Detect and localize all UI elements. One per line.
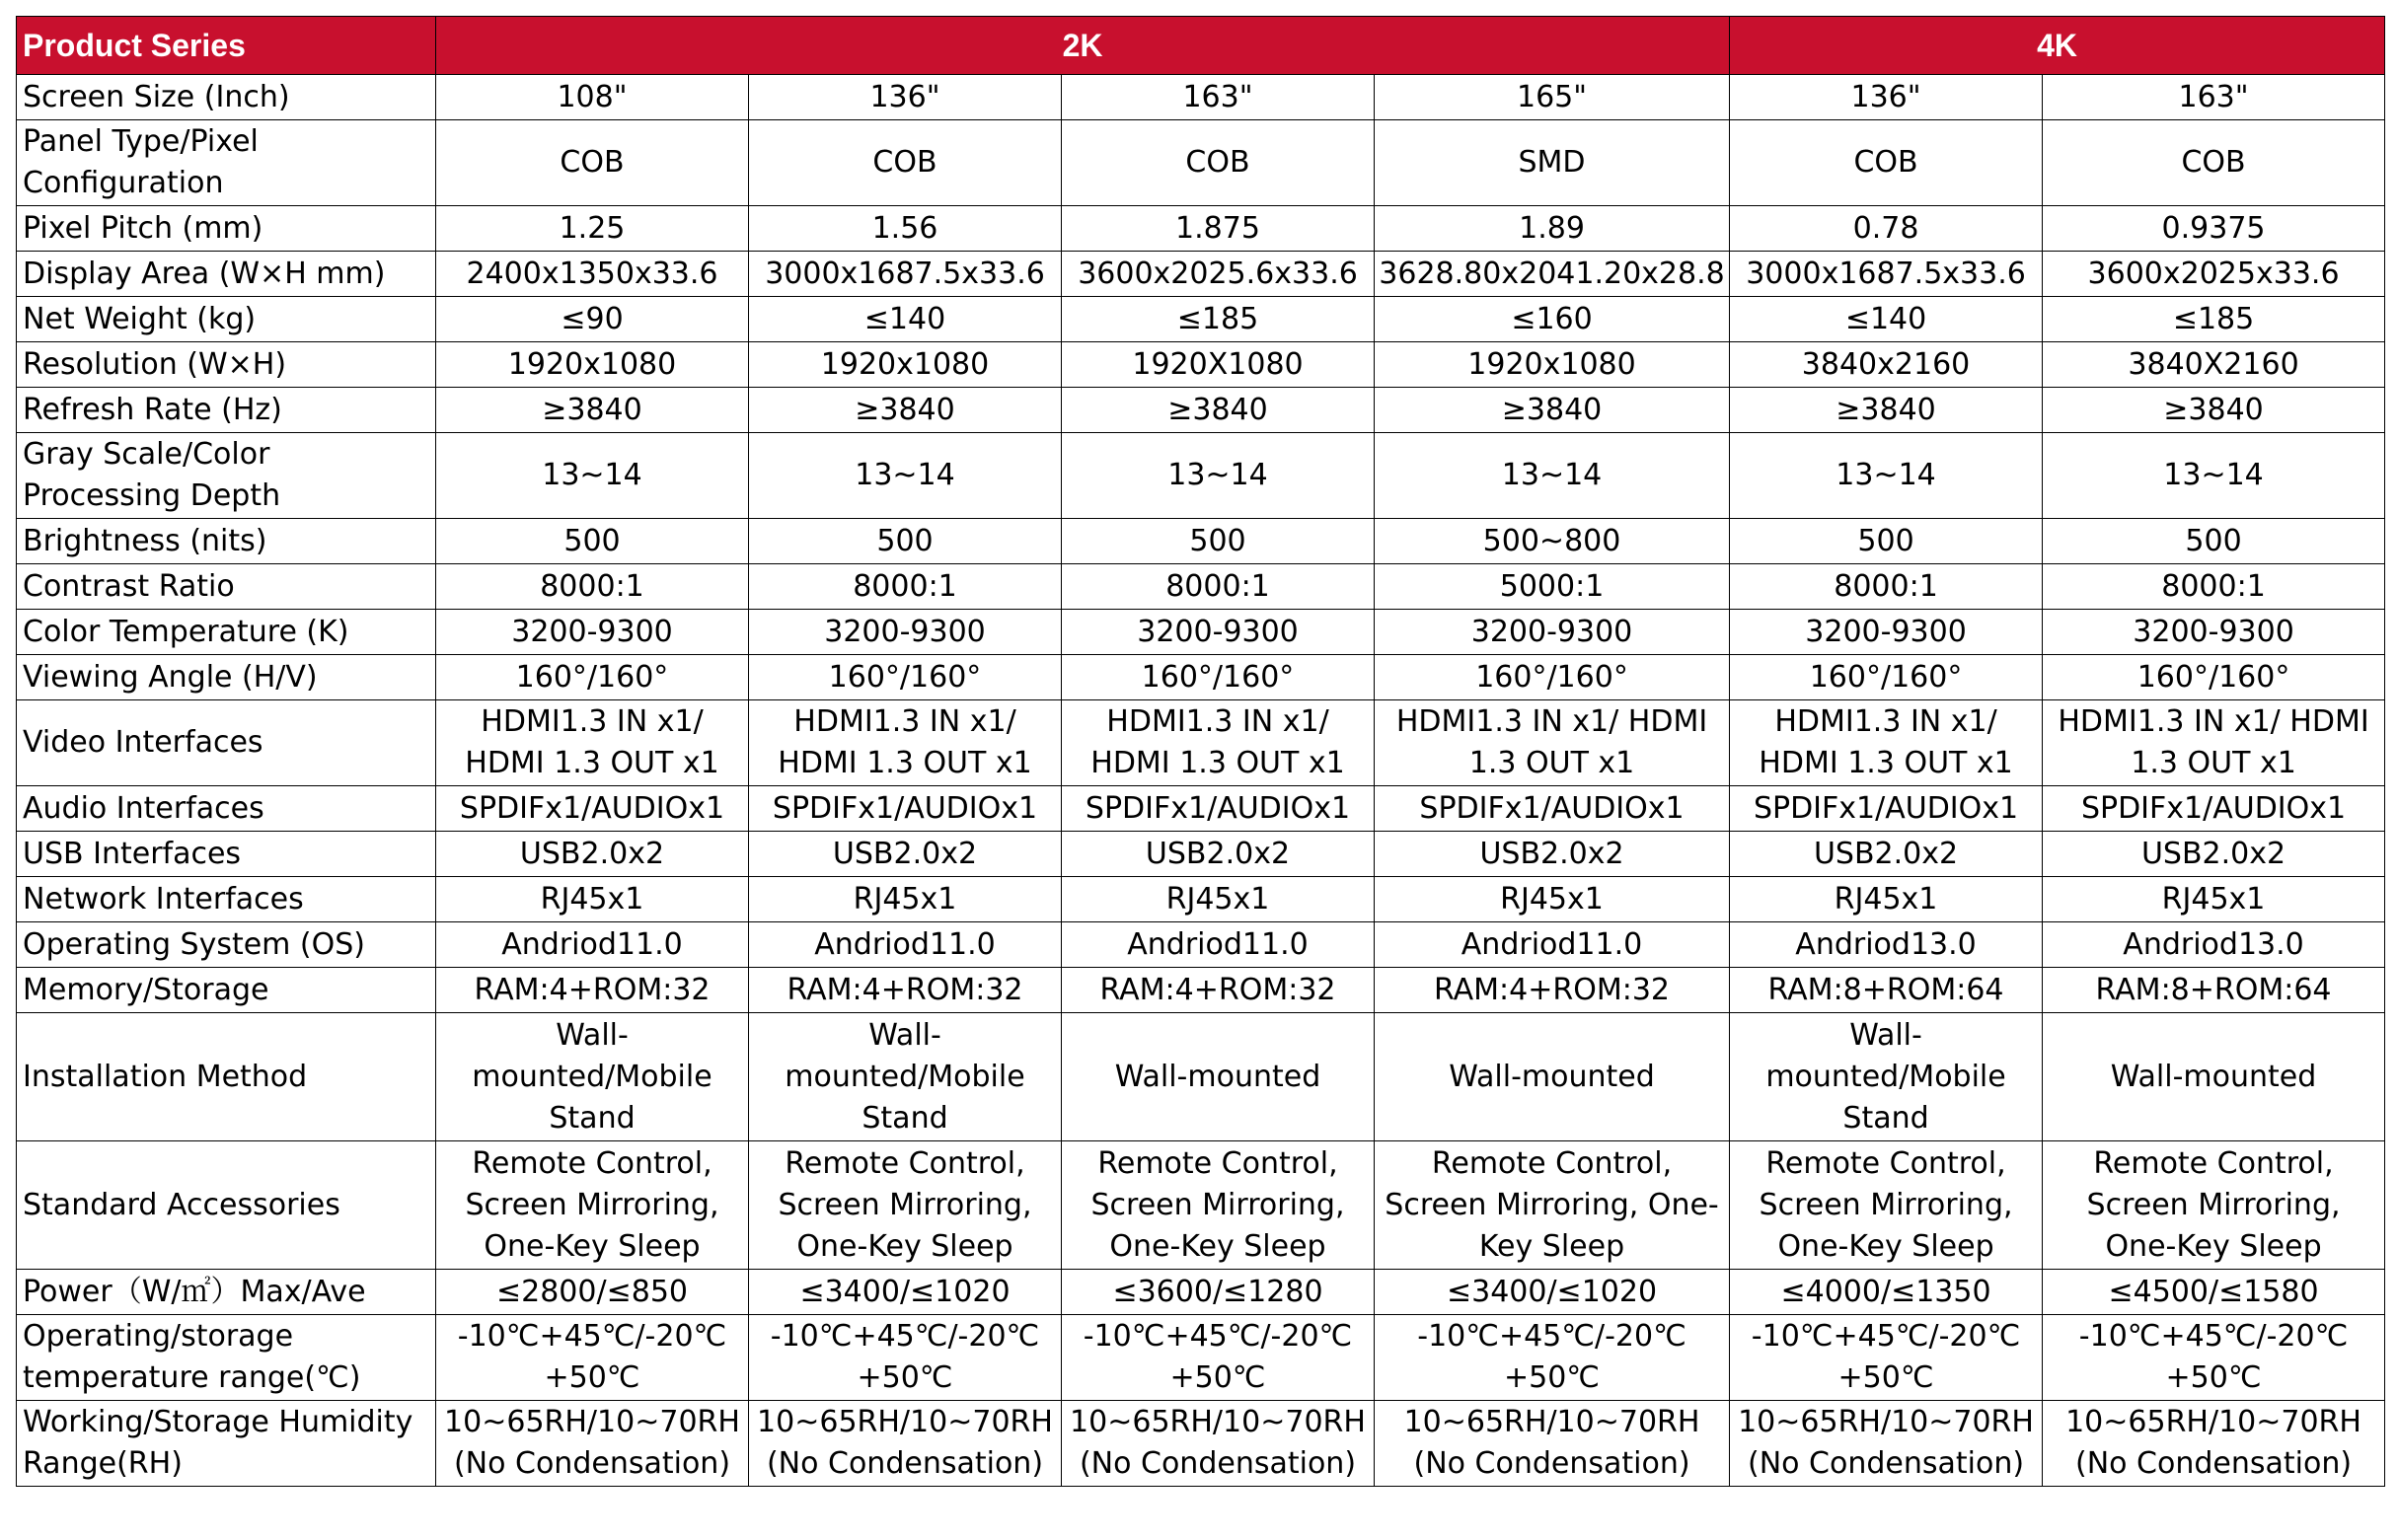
spec-cell: USB2.0x2 bbox=[1062, 832, 1375, 877]
spec-cell: ≤3600/≤1280 bbox=[1062, 1270, 1375, 1315]
table-row bbox=[17, 877, 2385, 922]
spec-cell: SPDIFx1/AUDIOx1 bbox=[436, 786, 749, 832]
spec-cell: 10~65RH/10~70RH (No Condensation) bbox=[2043, 1401, 2385, 1487]
table-row bbox=[17, 433, 2385, 519]
spec-cell: RJ45x1 bbox=[1375, 877, 1730, 922]
spec-cell: RJ45x1 bbox=[436, 877, 749, 922]
spec-cell: 1920x1080 bbox=[749, 342, 1062, 388]
row-label: Net Weight (kg) bbox=[17, 297, 436, 342]
header-row bbox=[17, 17, 2385, 75]
spec-cell: -10℃+45℃/-20℃ +50℃ bbox=[1730, 1315, 2043, 1401]
spec-cell: -10℃+45℃/-20℃ +50℃ bbox=[749, 1315, 1062, 1401]
spec-cell: COB bbox=[436, 120, 749, 206]
spec-cell: Wall-mounted/Mobile Stand bbox=[436, 1013, 749, 1141]
spec-cell: 500 bbox=[436, 519, 749, 564]
table-row bbox=[17, 700, 2385, 786]
spec-cell: 136" bbox=[749, 75, 1062, 120]
spec-cell: ≥3840 bbox=[1062, 388, 1375, 433]
spec-cell: 13~14 bbox=[436, 433, 749, 519]
spec-sheet bbox=[16, 16, 2384, 1487]
spec-cell: 13~14 bbox=[749, 433, 1062, 519]
spec-cell: SPDIFx1/AUDIOx1 bbox=[749, 786, 1062, 832]
spec-cell: HDMI1.3 IN x1/ HDMI 1.3 OUT x1 bbox=[749, 700, 1062, 786]
table-row bbox=[17, 968, 2385, 1013]
spec-cell: RJ45x1 bbox=[2043, 877, 2385, 922]
spec-cell: RAM:8+ROM:64 bbox=[1730, 968, 2043, 1013]
spec-cell: 500 bbox=[1730, 519, 2043, 564]
table-row bbox=[17, 786, 2385, 832]
table-row bbox=[17, 75, 2385, 120]
header-label: Product Series bbox=[17, 17, 436, 75]
spec-cell: SPDIFx1/AUDIOx1 bbox=[2043, 786, 2385, 832]
table-row bbox=[17, 922, 2385, 968]
row-label: Operating/storage temperature range(℃) bbox=[17, 1315, 436, 1401]
spec-body bbox=[17, 75, 2385, 1487]
spec-cell: COB bbox=[749, 120, 1062, 206]
spec-cell: RAM:4+ROM:32 bbox=[1375, 968, 1730, 1013]
spec-cell: HDMI1.3 IN x1/ HDMI 1.3 OUT x1 bbox=[2043, 700, 2385, 786]
spec-cell: 500 bbox=[1062, 519, 1375, 564]
spec-cell: 3840X2160 bbox=[2043, 342, 2385, 388]
spec-cell: 160°/160° bbox=[436, 655, 749, 700]
row-label: Gray Scale/Color Processing Depth bbox=[17, 433, 436, 519]
spec-cell: -10℃+45℃/-20℃+50℃ bbox=[1375, 1315, 1730, 1401]
row-label: Working/Storage Humidity Range(RH) bbox=[17, 1401, 436, 1487]
row-label: USB Interfaces bbox=[17, 832, 436, 877]
row-label: Viewing Angle (H/V) bbox=[17, 655, 436, 700]
spec-cell: -10℃+45℃/-20℃ +50℃ bbox=[2043, 1315, 2385, 1401]
spec-cell: USB2.0x2 bbox=[1375, 832, 1730, 877]
row-label: Power（W/㎡）Max/Ave bbox=[17, 1270, 436, 1315]
spec-cell: 163" bbox=[2043, 75, 2385, 120]
spec-cell: RAM:4+ROM:32 bbox=[749, 968, 1062, 1013]
spec-cell: USB2.0x2 bbox=[749, 832, 1062, 877]
spec-cell: 160°/160° bbox=[1730, 655, 2043, 700]
row-label: Panel Type/Pixel Configuration bbox=[17, 120, 436, 206]
spec-cell: -10℃+45℃/-20℃ +50℃ bbox=[436, 1315, 749, 1401]
spec-cell: Andriod13.0 bbox=[1730, 922, 2043, 968]
spec-cell: 8000:1 bbox=[436, 564, 749, 610]
spec-cell: HDMI1.3 IN x1/ HDMI 1.3 OUT x1 bbox=[1730, 700, 2043, 786]
header-group-4k: 4K bbox=[1730, 17, 2385, 75]
row-label: Refresh Rate (Hz) bbox=[17, 388, 436, 433]
spec-cell: 1.89 bbox=[1375, 206, 1730, 252]
table-row bbox=[17, 519, 2385, 564]
spec-cell: 1920x1080 bbox=[1375, 342, 1730, 388]
spec-cell: 3000x1687.5x33.6 bbox=[749, 252, 1062, 297]
table-row bbox=[17, 1013, 2385, 1141]
spec-cell: Andriod11.0 bbox=[436, 922, 749, 968]
spec-cell: Wall-mounted/Mobile Stand bbox=[749, 1013, 1062, 1141]
spec-cell: -10℃+45℃/-20℃ +50℃ bbox=[1062, 1315, 1375, 1401]
spec-cell: Wall-mounted bbox=[2043, 1013, 2385, 1141]
spec-cell: ≥3840 bbox=[1375, 388, 1730, 433]
row-label: Standard Accessories bbox=[17, 1141, 436, 1270]
table-row bbox=[17, 1270, 2385, 1315]
table-row bbox=[17, 120, 2385, 206]
spec-cell: 160°/160° bbox=[749, 655, 1062, 700]
spec-cell: 3200-9300 bbox=[2043, 610, 2385, 655]
spec-cell: ≤90 bbox=[436, 297, 749, 342]
spec-cell: SPDIFx1/AUDIOx1 bbox=[1375, 786, 1730, 832]
spec-cell: 5000:1 bbox=[1375, 564, 1730, 610]
row-label: Display Area (W×H mm) bbox=[17, 252, 436, 297]
spec-cell: HDMI1.3 IN x1/ HDMI 1.3 OUT x1 bbox=[1062, 700, 1375, 786]
spec-cell: ≤140 bbox=[749, 297, 1062, 342]
spec-cell: ≥3840 bbox=[749, 388, 1062, 433]
spec-cell: HDMI1.3 IN x1/ HDMI 1.3 OUT x1 bbox=[436, 700, 749, 786]
spec-cell: 160°/160° bbox=[1375, 655, 1730, 700]
spec-cell: 1920X1080 bbox=[1062, 342, 1375, 388]
spec-cell: 165" bbox=[1375, 75, 1730, 120]
spec-cell: COB bbox=[2043, 120, 2385, 206]
spec-cell: ≤4000/≤1350 bbox=[1730, 1270, 2043, 1315]
spec-cell: COB bbox=[1730, 120, 2043, 206]
spec-cell: Remote Control, Screen Mirroring, One-Key Sleep bbox=[436, 1141, 749, 1270]
spec-cell: ≤140 bbox=[1730, 297, 2043, 342]
spec-cell: 10~65RH/10~70RH (No Condensation) bbox=[436, 1401, 749, 1487]
spec-cell: 500 bbox=[2043, 519, 2385, 564]
spec-cell: 13~14 bbox=[1730, 433, 2043, 519]
spec-cell: Wall-mounted bbox=[1062, 1013, 1375, 1141]
spec-cell: RAM:4+ROM:32 bbox=[436, 968, 749, 1013]
spec-cell: USB2.0x2 bbox=[2043, 832, 2385, 877]
spec-cell: 3200-9300 bbox=[1062, 610, 1375, 655]
spec-cell: ≤3400/≤1020 bbox=[749, 1270, 1062, 1315]
spec-cell: Wall-mounted bbox=[1375, 1013, 1730, 1141]
table-row bbox=[17, 1315, 2385, 1401]
row-label: Installation Method bbox=[17, 1013, 436, 1141]
spec-cell: 160°/160° bbox=[1062, 655, 1375, 700]
row-label: Pixel Pitch (mm) bbox=[17, 206, 436, 252]
spec-cell: 3628.80x2041.20x28.8 bbox=[1375, 252, 1730, 297]
spec-cell: 10~65RH/10~70RH (No Condensation) bbox=[1062, 1401, 1375, 1487]
spec-cell: ≤185 bbox=[1062, 297, 1375, 342]
table-row bbox=[17, 655, 2385, 700]
spec-cell: RAM:4+ROM:32 bbox=[1062, 968, 1375, 1013]
table-row bbox=[17, 252, 2385, 297]
spec-cell: SPDIFx1/AUDIOx1 bbox=[1062, 786, 1375, 832]
spec-cell: 8000:1 bbox=[1730, 564, 2043, 610]
spec-cell: RJ45x1 bbox=[1730, 877, 2043, 922]
spec-cell: ≥3840 bbox=[436, 388, 749, 433]
row-label: Contrast Ratio bbox=[17, 564, 436, 610]
spec-cell: RAM:8+ROM:64 bbox=[2043, 968, 2385, 1013]
spec-table bbox=[16, 16, 2385, 1487]
spec-cell: ≤2800/≤850 bbox=[436, 1270, 749, 1315]
row-label: Operating System (OS) bbox=[17, 922, 436, 968]
spec-cell: COB bbox=[1062, 120, 1375, 206]
row-label: Brightness (nits) bbox=[17, 519, 436, 564]
spec-cell: USB2.0x2 bbox=[1730, 832, 2043, 877]
spec-cell: 10~65RH/10~70RH (No Condensation) bbox=[1375, 1401, 1730, 1487]
spec-cell: 13~14 bbox=[1062, 433, 1375, 519]
spec-cell: 13~14 bbox=[1375, 433, 1730, 519]
spec-cell: 0.9375 bbox=[2043, 206, 2385, 252]
row-label: Audio Interfaces bbox=[17, 786, 436, 832]
spec-cell: 13~14 bbox=[2043, 433, 2385, 519]
spec-cell: RJ45x1 bbox=[749, 877, 1062, 922]
table-row bbox=[17, 1401, 2385, 1487]
spec-cell: SPDIFx1/AUDIOx1 bbox=[1730, 786, 2043, 832]
spec-cell: Andriod13.0 bbox=[2043, 922, 2385, 968]
spec-cell: USB2.0x2 bbox=[436, 832, 749, 877]
spec-cell: 3200-9300 bbox=[1375, 610, 1730, 655]
spec-cell: 108" bbox=[436, 75, 749, 120]
row-label: Network Interfaces bbox=[17, 877, 436, 922]
spec-cell: 1.875 bbox=[1062, 206, 1375, 252]
spec-cell: 3000x1687.5x33.6 bbox=[1730, 252, 2043, 297]
spec-cell: 10~65RH/10~70RH (No Condensation) bbox=[749, 1401, 1062, 1487]
spec-cell: ≥3840 bbox=[1730, 388, 2043, 433]
spec-cell: SMD bbox=[1375, 120, 1730, 206]
row-label: Resolution (W×H) bbox=[17, 342, 436, 388]
spec-cell: Remote Control, Screen Mirroring, One-Key Sleep bbox=[1375, 1141, 1730, 1270]
spec-cell: 1.25 bbox=[436, 206, 749, 252]
spec-cell: 3600x2025.6x33.6 bbox=[1062, 252, 1375, 297]
spec-cell: Remote Control, Screen Mirroring, One-Key Sleep bbox=[1062, 1141, 1375, 1270]
spec-cell: Andriod11.0 bbox=[749, 922, 1062, 968]
spec-cell: Remote Control, Screen Mirroring, One-Key Sleep bbox=[1730, 1141, 2043, 1270]
spec-cell: 3840x2160 bbox=[1730, 342, 2043, 388]
spec-cell: ≤160 bbox=[1375, 297, 1730, 342]
row-label: Memory/Storage bbox=[17, 968, 436, 1013]
row-label: Screen Size (Inch) bbox=[17, 75, 436, 120]
table-row bbox=[17, 564, 2385, 610]
spec-cell: 3200-9300 bbox=[1730, 610, 2043, 655]
table-row bbox=[17, 1141, 2385, 1270]
spec-cell: 8000:1 bbox=[2043, 564, 2385, 610]
spec-cell: 500 bbox=[749, 519, 1062, 564]
spec-cell: 3200-9300 bbox=[436, 610, 749, 655]
spec-cell: 10~65RH/10~70RH (No Condensation) bbox=[1730, 1401, 2043, 1487]
spec-cell: Andriod11.0 bbox=[1062, 922, 1375, 968]
table-row bbox=[17, 342, 2385, 388]
header-group-2k: 2K bbox=[436, 17, 1730, 75]
spec-cell: ≥3840 bbox=[2043, 388, 2385, 433]
spec-cell: 0.78 bbox=[1730, 206, 2043, 252]
spec-cell: 160°/160° bbox=[2043, 655, 2385, 700]
spec-cell: 3600x2025x33.6 bbox=[2043, 252, 2385, 297]
spec-cell: 2400x1350x33.6 bbox=[436, 252, 749, 297]
spec-cell: 1920x1080 bbox=[436, 342, 749, 388]
row-label: Color Temperature (K) bbox=[17, 610, 436, 655]
spec-cell: Remote Control, Screen Mirroring, One-Key Sleep bbox=[749, 1141, 1062, 1270]
spec-cell: 1.56 bbox=[749, 206, 1062, 252]
spec-cell: ≤3400/≤1020 bbox=[1375, 1270, 1730, 1315]
spec-cell: 8000:1 bbox=[749, 564, 1062, 610]
table-row bbox=[17, 610, 2385, 655]
row-label: Video Interfaces bbox=[17, 700, 436, 786]
spec-cell: ≤185 bbox=[2043, 297, 2385, 342]
table-row bbox=[17, 206, 2385, 252]
spec-cell: 500~800 bbox=[1375, 519, 1730, 564]
spec-cell: Wall-mounted/Mobile Stand bbox=[1730, 1013, 2043, 1141]
spec-cell: 3200-9300 bbox=[749, 610, 1062, 655]
spec-cell: RJ45x1 bbox=[1062, 877, 1375, 922]
table-row bbox=[17, 388, 2385, 433]
spec-cell: HDMI1.3 IN x1/ HDMI 1.3 OUT x1 bbox=[1375, 700, 1730, 786]
spec-cell: 8000:1 bbox=[1062, 564, 1375, 610]
spec-cell: 163" bbox=[1062, 75, 1375, 120]
spec-cell: 136" bbox=[1730, 75, 2043, 120]
table-row bbox=[17, 297, 2385, 342]
table-row bbox=[17, 832, 2385, 877]
spec-cell: Remote Control, Screen Mirroring, One-Key Sleep bbox=[2043, 1141, 2385, 1270]
spec-cell: Andriod11.0 bbox=[1375, 922, 1730, 968]
spec-cell: ≤4500/≤1580 bbox=[2043, 1270, 2385, 1315]
